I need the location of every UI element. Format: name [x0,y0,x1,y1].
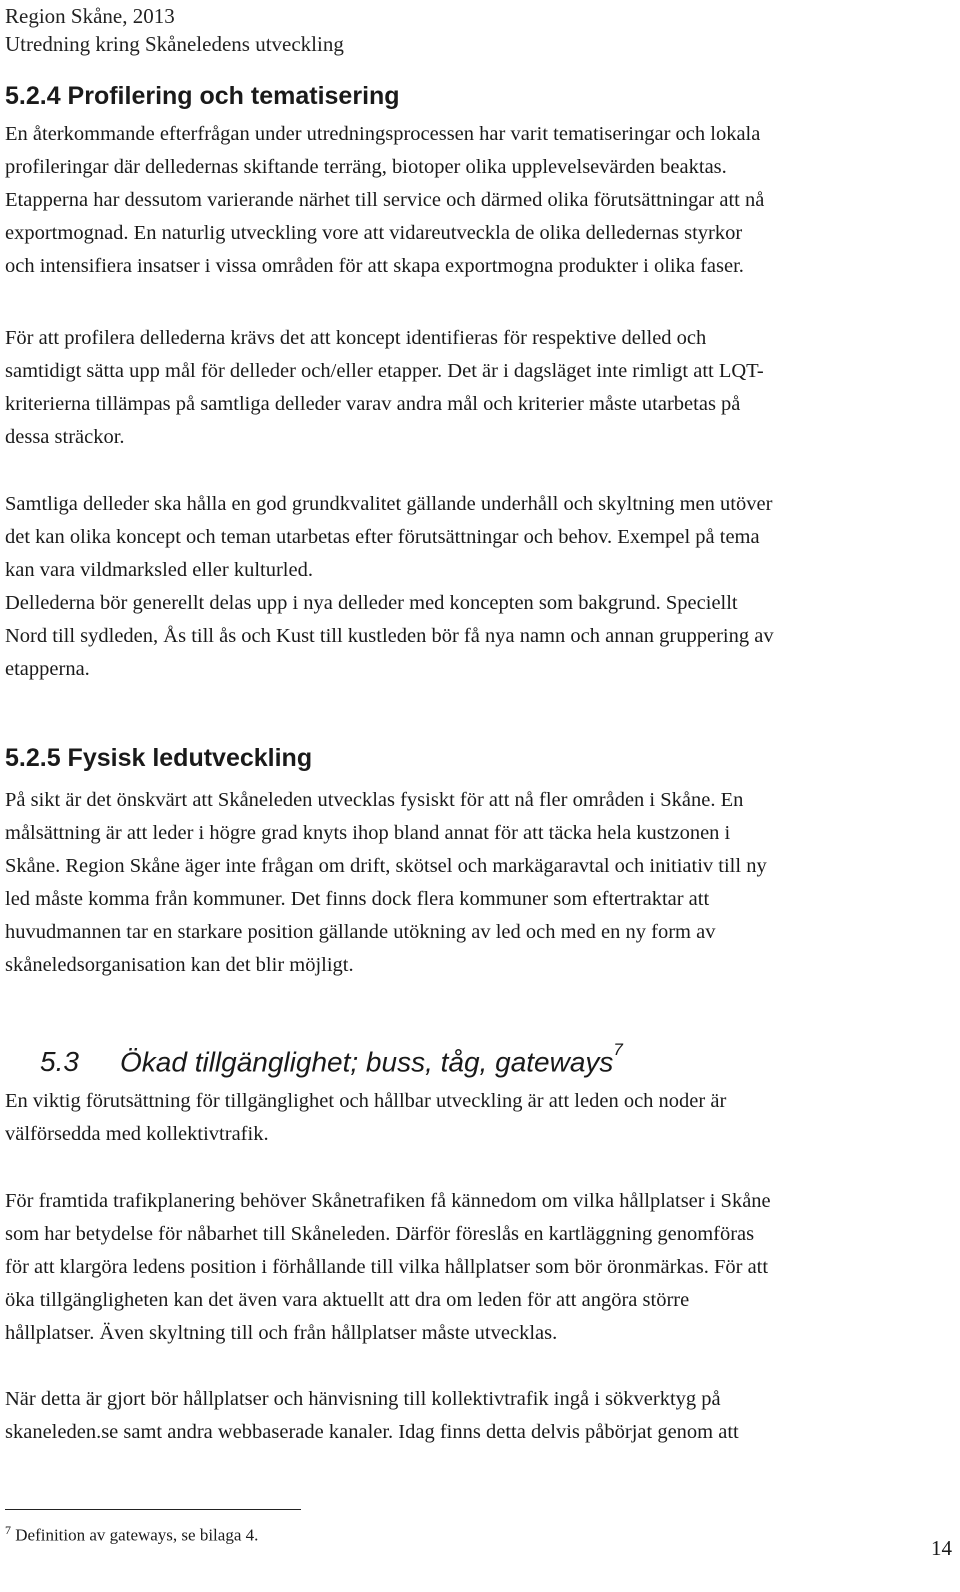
text-line: Skåne. Region Skåne äger inte frågan om drift, skötsel och markägaravtal och initiativ till ny [5,855,767,877]
paragraph-5-2-5-1 [5,784,955,982]
text-line: dessa sträckor. [5,426,125,448]
header-report-title: Utredning kring Skåneledens utveckling [5,32,344,56]
text-line: Nord till sydleden, Ås till ås och Kust till kustleden bör få nya namn och annan gruppering av [5,625,774,647]
text-line: kan vara vildmarksled eller kulturled. [5,559,313,581]
text-line: exportmognad. En naturlig utveckling vore att vidareutveckla de olika delledernas styrkor [5,222,743,244]
text-line: På sikt är det önskvärt att Skåneleden utvecklas fysiskt för att nå fler områden i Skåne. En [5,789,744,811]
text-line: kriterierna tillämpas på samtliga delleder varav andra mål och kriterier måste utarbetas på [5,393,741,415]
footnote-reference: 7 [613,1040,623,1059]
text-line: Etapperna har dessutom varierande närhet till service och därmed olika förutsättningar att nå [5,189,765,211]
text-line: En återkommande efterfrågan under utredningsprocessen har varit tematiseringar och lokala [5,123,761,145]
text-line: En viktig förutsättning för tillgänglighet och hållbar utveckling är att leden och noder är [5,1090,727,1112]
text-line: som har betydelse för nåbarhet till Skåneleden. Därför föreslås en kartläggning genomföras [5,1223,755,1245]
section-title: Ökad tillgänglighet; buss, tåg, gateways [120,1046,614,1078]
paragraph-5-3-1 [5,1085,955,1151]
header-org-year: Region Skåne, 2013 [5,4,175,28]
text-line: huvudmannen tar en starkare position gällande utökning av led och med en ny form av [5,921,716,943]
text-line: och intensifiera insatser i vissa områden för att skapa exportmogna produkter i olika faser. [5,255,744,277]
text-line: för att klargöra ledens position i förhållande till vilka hållplatser som bör öronmärkas. För att [5,1256,769,1278]
text-line: skaneleden.se samt andra webbaserade kanaler. Idag finns detta delvis påbörjat genom att [5,1421,739,1443]
text-line: led måste komma från kommuner. Det finns dock flera kommuner som eftertraktar att [5,888,710,910]
text-line: samtidigt sätta upp mål för delleder och/eller etapper. Det är i dagsläget inte rimligt att LQT- [5,360,764,382]
page-number: 14 [931,1536,952,1560]
footnote-separator [5,1509,301,1510]
footnote [5,1523,258,1546]
text-line: Dellederna bör generellt delas upp i nya delleder med koncepten som bakgrund. Speciellt [5,592,738,614]
text-line: För framtida trafikplanering behöver Skånetrafiken få kännedom om vilka hållplatser i Skåne [5,1190,771,1212]
heading-5-2-5: 5.2.5 Fysisk ledutveckling [5,744,313,772]
running-header [5,2,344,58]
text-line: profileringar där delledernas skiftande terräng, biotoper olika upplevelsevärden beaktas. [5,156,727,178]
paragraph-5-3-3 [5,1383,955,1449]
text-line: målsättning är att leder i högre grad knyts ihop bland annat för att täcka hela kustzonen i [5,822,731,844]
text-line: Samtliga delleder ska hålla en god grundkvalitet gällande underhåll och skyltning men utöver [5,493,773,515]
text-line: det kan olika koncept och teman utarbetas efter förutsättningar och behov. Exempel på tema [5,526,760,548]
heading-5-2-4: 5.2.4 Profilering och tematisering [5,82,400,110]
text-line: För att profilera dellederna krävs det att koncept identifieras för respektive delled och [5,327,707,349]
paragraph-5-2-4-2 [5,322,955,454]
text-line: skåneledsorganisation kan det blir möjligt. [5,954,354,976]
paragraph-5-3-2 [5,1185,955,1350]
text-line: etapperna. [5,658,90,680]
section-number: 5.3 [40,1046,79,1078]
paragraph-5-2-4-3 [5,488,955,686]
paragraph-5-2-4-1 [5,118,955,283]
footnote-text: Definition av gateways, se bilaga 4. [15,1525,259,1545]
text-line: välförsedda med kollektivtrafik. [5,1123,269,1145]
text-line: hållplatser. Även skyltning till och från hållplatser måste utvecklas. [5,1322,558,1344]
text-line: När detta är gjort bör hållplatser och hänvisning till kollektivtrafik ingå i sökverktyg på [5,1388,721,1410]
heading-5-3 [40,1040,623,1078]
footnote-number: 7 [5,1523,11,1537]
text-line: öka tillgängligheten kan det även vara aktuellt att dra om leden för att angöra större [5,1289,690,1311]
